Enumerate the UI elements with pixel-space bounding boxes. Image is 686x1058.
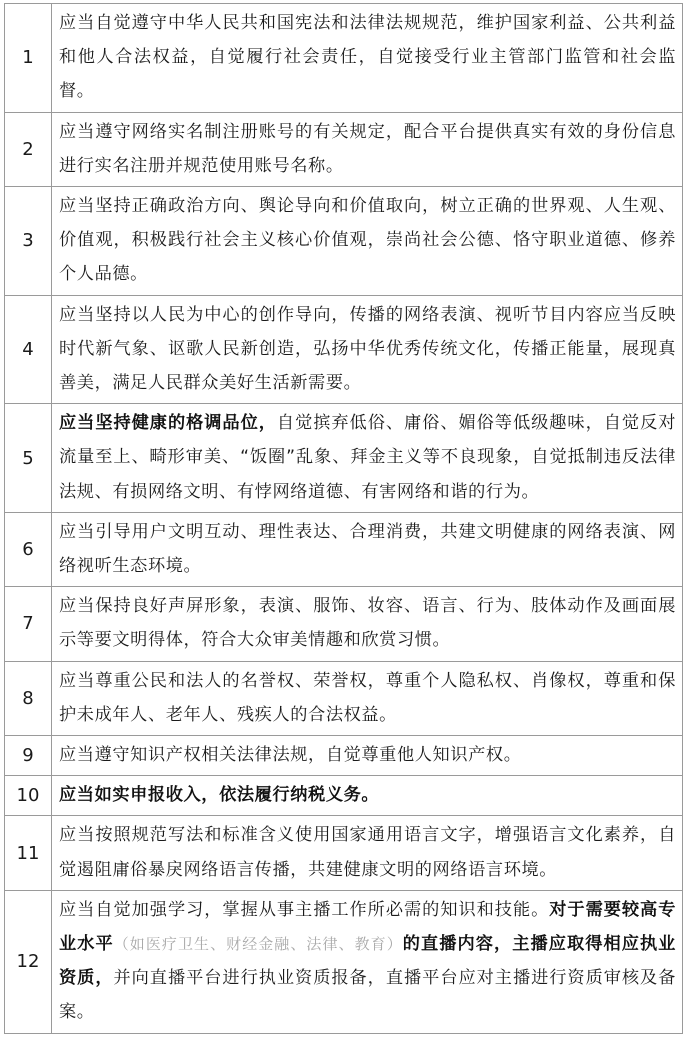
table-row <box>5 661 683 735</box>
row-text <box>52 776 683 816</box>
row-number: 7 <box>5 587 52 661</box>
row-number: 10 <box>5 776 52 816</box>
text-segment: 并向直播平台进行执业资质报备，直播平台应对主播进行资质审核及备案。 <box>59 968 676 1023</box>
row-text <box>52 187 683 296</box>
text-segment: 应当保持良好声屏形象，表演、服饰、妆容、语言、行为、肢体动作及画面展示等要文明得体，符合大众审美情趣和欣赏习惯。 <box>59 596 676 651</box>
row-text <box>52 661 683 735</box>
muted-text-segment: （如医疗卫生、财经金融、法律、教育） <box>113 935 403 954</box>
row-number: 11 <box>5 816 52 890</box>
row-number: 4 <box>5 295 52 404</box>
table-row <box>5 187 683 296</box>
table-row <box>5 776 683 816</box>
row-number: 9 <box>5 736 52 776</box>
row-number: 5 <box>5 404 52 513</box>
row-text <box>52 512 683 586</box>
row-number: 6 <box>5 512 52 586</box>
row-text <box>52 816 683 890</box>
row-text <box>52 587 683 661</box>
row-number: 12 <box>5 890 52 1033</box>
text-segment: 应当遵守网络实名制注册账号的有关规定，配合平台提供真实有效的身份信息进行实名注册并规范使用账号名称。 <box>59 121 676 176</box>
text-segment: 应当自觉遵守中华人民共和国宪法和法律法规规范，维护国家利益、公共利益和他人合法权益，自觉履行社会责任，自觉接受行业主管部门监管和社会监督。 <box>59 13 676 102</box>
table-row <box>5 295 683 404</box>
bold-text-segment: 应当如实申报收入，依法履行纳税义务。 <box>59 785 380 806</box>
text-segment: 应当坚持正确政治方向、舆论导向和价值取向，树立正确的世界观、人生观、价值观，积极践行社会主义核心价值观，崇尚社会公德、恪守职业道德、修养个人品德。 <box>59 196 676 285</box>
text-segment: 应当自觉加强学习，掌握从事主播工作所必需的知识和技能。 <box>59 899 550 920</box>
row-text <box>52 112 683 186</box>
table-row <box>5 890 683 1033</box>
table-row <box>5 816 683 890</box>
table-row <box>5 404 683 513</box>
table-row <box>5 512 683 586</box>
table-body <box>5 4 683 1034</box>
row-number: 2 <box>5 112 52 186</box>
text-segment: 应当遵守知识产权相关法律法规，自觉尊重他人知识产权。 <box>59 745 522 766</box>
row-text <box>52 4 683 113</box>
row-text <box>52 736 683 776</box>
bold-text-segment: 对于需要较高专业水平 <box>59 899 677 955</box>
table-row <box>5 587 683 661</box>
code-of-conduct-table <box>4 3 683 1034</box>
row-text <box>52 404 683 513</box>
table-row <box>5 112 683 186</box>
table-row <box>5 736 683 776</box>
row-text <box>52 295 683 404</box>
row-number: 3 <box>5 187 52 296</box>
text-segment: 自觉摈弃低俗、庸俗、媚俗等低级趣味，自觉反对流量至上、畸形审美、“饭圈”乱象、拜金主义等不良现象，自觉抵制违反法律法规、有损网络文明、有悖网络道德、有害网络和谐的行为。 <box>59 413 677 502</box>
text-segment: 应当坚持以人民为中心的创作导向，传播的网络表演、视听节目内容应当反映时代新气象、讴歌人民新创造，弘扬中华优秀传统文化，传播正能量，展现真善美，满足人民群众美好生活新需要。 <box>59 304 676 394</box>
table-row <box>5 4 683 113</box>
text-segment: 应当尊重公民和法人的名誉权、荣誉权，尊重个人隐私权、肖像权，尊重和保护未成年人、老年人、残疾人的合法权益。 <box>59 670 676 725</box>
text-segment: 应当引导用户文明互动、理性表达、合理消费，共建文明健康的网络表演、网络视听生态环境。 <box>59 521 676 577</box>
row-text <box>52 890 683 1033</box>
bold-text-segment: 的直播内容，主播应取得相应执业资质， <box>59 934 676 989</box>
row-number: 1 <box>5 4 52 113</box>
text-segment: 应当按照规范写法和标准含义使用国家通用语言文字，增强语言文化素养，自觉遏阻庸俗暴戾网络语言传播，共建健康文明的网络语言环境。 <box>59 825 676 880</box>
bold-text-segment: 应当坚持健康的格调品位， <box>59 413 277 434</box>
row-number: 8 <box>5 661 52 735</box>
